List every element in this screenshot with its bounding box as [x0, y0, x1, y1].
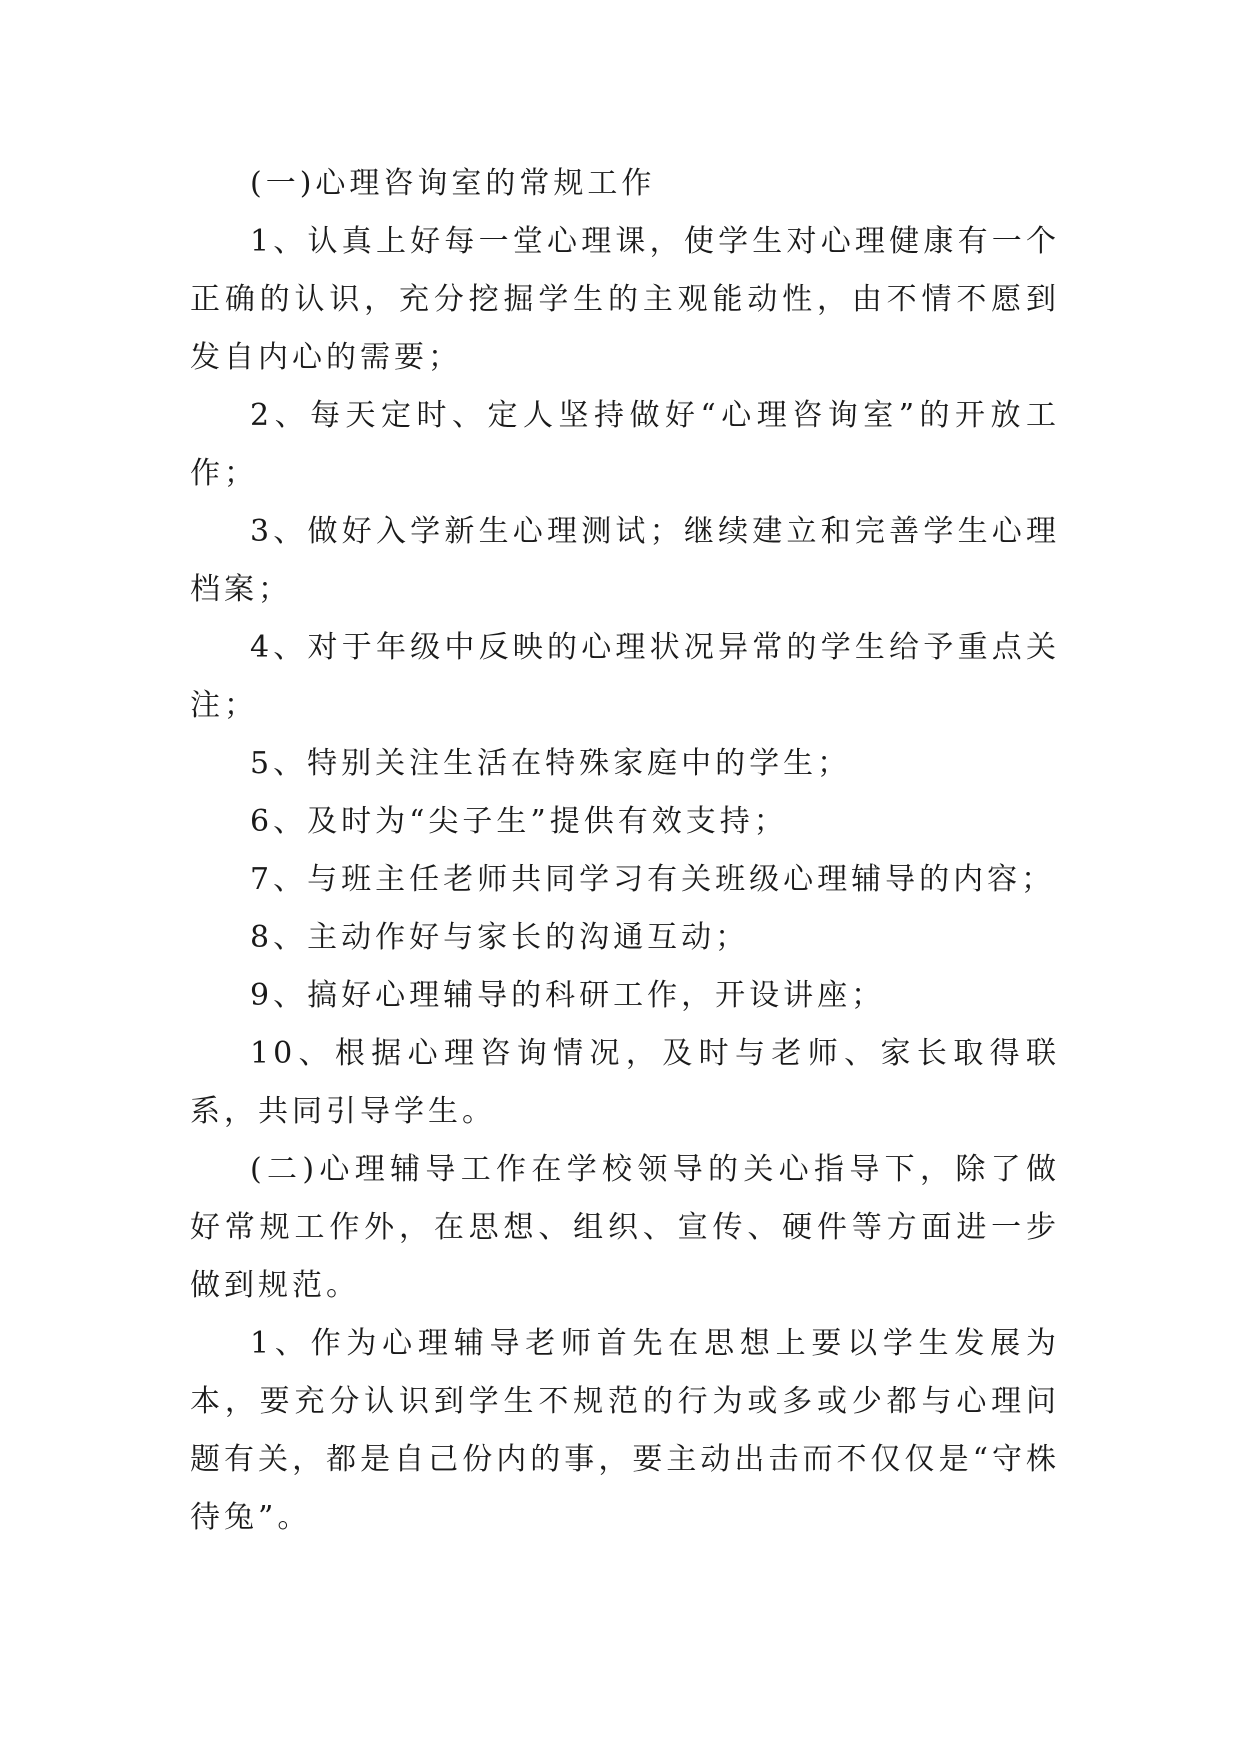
list-item: 8、主动作好与家长的沟通互动；	[250, 920, 750, 955]
list-item: 4、对于年级中反映的心理状况异常的学生给予重点关注；	[190, 630, 1060, 723]
list-item: 1、认真上好每一堂心理课，使学生对心理健康有一个正确的认识，充分挖掘学生的主观能动性，由不情不愿到发自内心的需要；	[190, 224, 1060, 375]
list-item: 6、及时为“尖子生”提供有效支持；	[250, 804, 788, 839]
list-item: 9、搞好心理辅导的科研工作，开设讲座；	[250, 978, 886, 1013]
list-item: 2、每天定时、定人坚持做好“心理咨询室”的开放工作；	[190, 398, 1060, 491]
section-heading-1: (一)心理咨询室的常规工作	[250, 166, 656, 201]
list-item: 7、与班主任老师共同学习有关班级心理辅导的内容；	[250, 862, 1056, 897]
list-item: 5、特别关注生活在特殊家庭中的学生；	[250, 746, 852, 781]
list-item: 1、作为心理辅导老师首先在思想上要以学生发展为本，要充分认识到学生不规范的行为或多或少都与心理问题有关，都是自己份内的事，要主动出击而不仅仅是“守株待兔”。	[190, 1326, 1060, 1535]
list-item: 3、做好入学新生心理测试；继续建立和完善学生心理档案；	[190, 514, 1060, 607]
list-item: 10、根据心理咨询情况，及时与老师、家长取得联系，共同引导学生。	[190, 1036, 1060, 1129]
section-heading-2: (二)心理辅导工作在学校领导的关心指导下，除了做好常规工作外，在思想、组织、宣传、硬件等方面进一步做到规范。	[190, 1152, 1060, 1303]
document-body	[190, 155, 1060, 1547]
